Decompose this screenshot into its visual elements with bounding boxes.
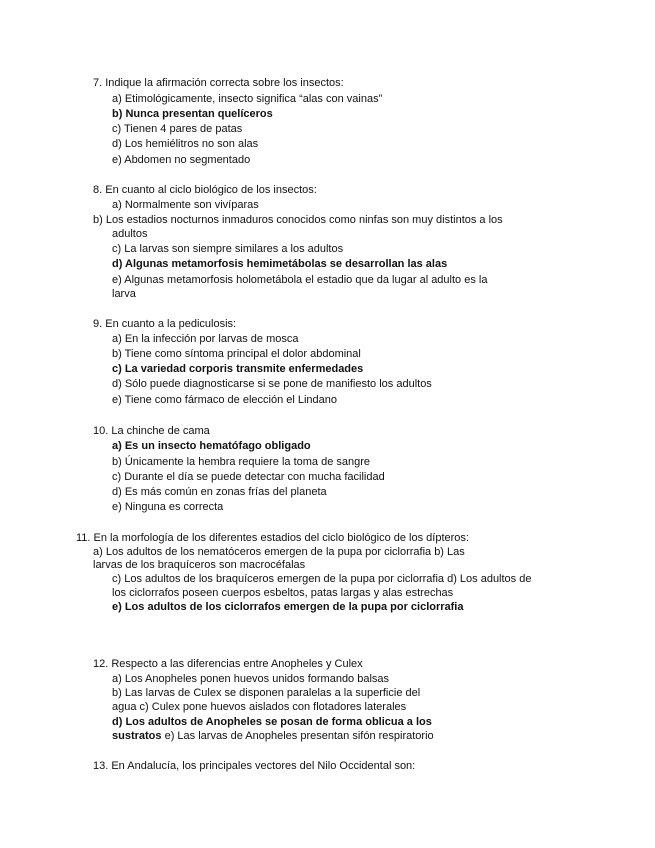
q8-option-c: c) La larvas son siempre similares a los adultos xyxy=(112,243,344,255)
q8-option-e: e) Algunas metamorfosis holometábola el estadio que da lugar al adulto es la xyxy=(112,274,488,286)
q12-option-b: b) Las larvas de Culex se disponen paralelas a la superficie del xyxy=(112,687,421,699)
q8-option-b-cont: adultos xyxy=(112,228,148,240)
q10-option-b: b) Únicamente la hembra requiere la toma de sangre xyxy=(112,456,371,468)
q11-option-b-cont: larvas de los braquíceros son macrocéfalas xyxy=(93,559,306,571)
q12-option-a: a) Los Anopheles ponen huevos unidos formando balsas xyxy=(112,673,390,685)
q9-option-e: e) Tiene como fármaco de elección el Lindano xyxy=(112,394,338,406)
q10-option-e: e) Ninguna es correcta xyxy=(112,501,224,513)
q7-option-b-correct: b) Nunca presentan quelíceros xyxy=(112,108,273,120)
q9-option-c-correct: c) La variedad corporis transmite enfermedades xyxy=(112,363,364,375)
q8-option-e-cont: larva xyxy=(112,288,136,300)
q12-option-e: e) Las larvas de Anopheles presentan sifón respiratorio xyxy=(161,730,434,742)
question-7: 7. Indique la afirmación correcta sobre los insectos: xyxy=(93,77,344,89)
q7-option-e: e) Abdomen no segmentado xyxy=(112,154,251,166)
q12-option-d-cont: sustratos xyxy=(112,730,162,742)
q7-option-a: a) Etimológicamente, insecto significa “alas con vainas” xyxy=(112,93,383,105)
q12-options-b-c: agua c) Culex pone huevos aislados con flotadores laterales xyxy=(112,701,407,713)
q12-option-d-e-line xyxy=(112,729,434,743)
q9-option-d: d) Sólo puede diagnosticarse si se pone de manifiesto los adultos xyxy=(112,378,432,390)
question-12: 12. Respecto a las diferencias entre Anopheles y Culex xyxy=(93,658,363,670)
q10-option-c: c) Durante el día se puede detectar con mucha facilidad xyxy=(112,471,385,483)
q8-option-b: b) Los estadios nocturnos inmaduros conocidos como ninfas son muy distintos a los xyxy=(93,214,503,226)
q10-option-d: d) Es más común en zonas frías del planeta xyxy=(112,486,327,498)
question-9: 9. En cuanto a la pediculosis: xyxy=(93,318,237,330)
q8-option-a: a) Normalmente son vivíparas xyxy=(112,199,259,211)
question-13: 13. En Andalucía, los principales vectores del Nilo Occidental son: xyxy=(93,760,416,772)
q9-option-b: b) Tiene como síntoma principal el dolor abdominal xyxy=(112,348,361,360)
q12-option-d-correct: d) Los adultos de Anopheles se posan de forma oblicua a los xyxy=(112,716,432,728)
q7-option-d: d) Los hemiélitros no son alas xyxy=(112,138,259,150)
q11-option-d-cont: los ciclorrafos poseen cuerpos esbeltos, patas largas y alas estrechas xyxy=(112,587,454,599)
q11-options-a-b: a) Los adultos de los nematóceros emergen de la pupa por ciclorrafia b) Las xyxy=(93,546,465,558)
question-10: 10. La chinche de cama xyxy=(93,425,210,437)
q11-options-c-d: c) Los adultos de los braquíceros emergen de la pupa por ciclorrafia d) Los adultos de xyxy=(112,573,532,585)
q11-option-e-correct: e) Los adultos de los ciclorrafos emergen de la pupa por ciclorrafia xyxy=(112,601,464,613)
q9-option-a: a) En la infección por larvas de mosca xyxy=(112,333,299,345)
question-11: 11. En la morfología de los diferentes estadios del ciclo biológico de los dípteros: xyxy=(76,532,469,544)
q7-option-c: c) Tienen 4 pares de patas xyxy=(112,123,243,135)
q8-option-d-correct: d) Algunas metamorfosis hemimetábolas se desarrollan las alas xyxy=(112,258,448,270)
question-8: 8. En cuanto al ciclo biológico de los insectos: xyxy=(93,184,317,196)
q10-option-a-correct: a) Es un insecto hematófago obligado xyxy=(112,440,311,452)
